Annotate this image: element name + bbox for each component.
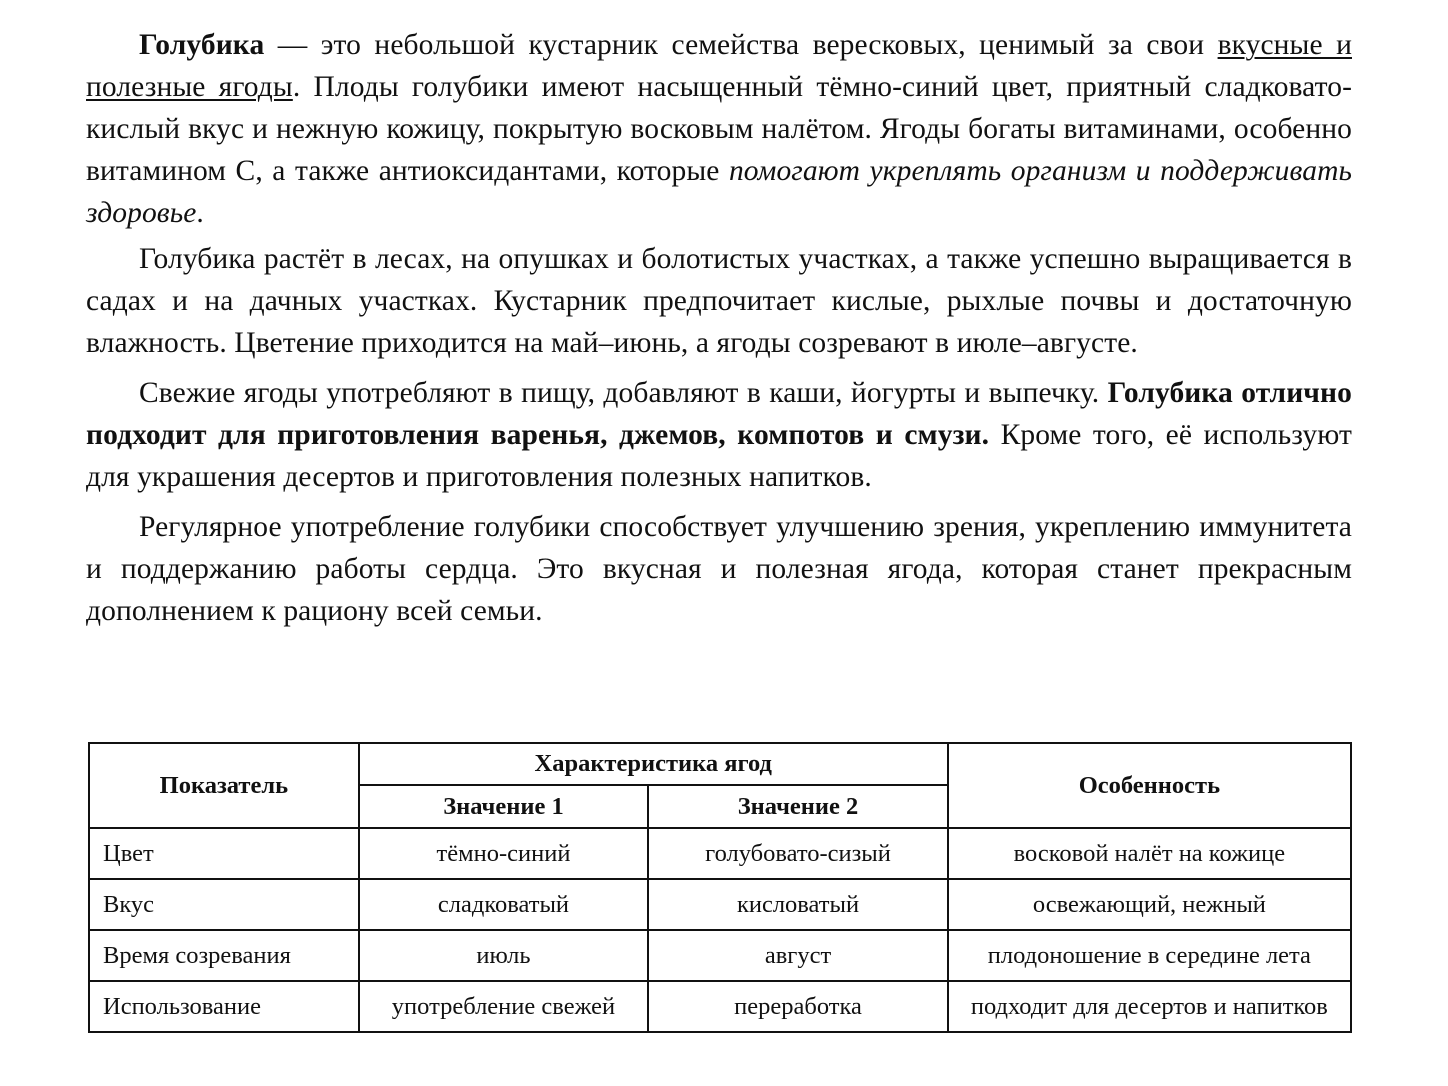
paragraph-1-text-c: . [196,197,204,229]
table-row [89,930,1351,981]
header-value-2: Значение 2 [648,785,947,828]
table-cell: август [648,930,947,981]
table-cell: июль [359,930,649,981]
header-indicator: Показатель [89,743,359,828]
table-cell: тёмно-синий [359,828,649,879]
table-cell: Вкус [89,879,359,930]
table-cell: переработка [648,981,947,1032]
table-cell: Использование [89,981,359,1032]
table-cell: кисловатый [648,879,947,930]
paragraph-1-text-b: . Плоды голубики имеют насыщенный тёмно-синий цвет, приятный сладковато-кислый вкус и нежную кожицу, покрытую восковым налётом. Ягоды богаты витаминами, особенно витамином С, а также антиоксидантами, которые [86,71,1352,187]
table-cell: голубовато-сизый [648,828,947,879]
header-value-1: Значение 1 [359,785,649,828]
paragraph-2: Голубика растёт в лесах, на опушках и болотистых участках, а также успешно выращивается в садах и на дачных участках. Кустарник предпочитает кислые, рыхлые почвы и достаточную влажность. Цветение приходится на май–июнь, а ягоды созревают в июле–августе. [86,243,1352,359]
table-row [89,879,1351,930]
paragraph-3 [86,372,1352,498]
paragraph-1-text-a: — это небольшой кустарник семейства вересковых, ценимый за свои [264,29,1218,61]
table-cell: сладковатый [359,879,649,930]
document-body [86,24,1352,632]
table-cell: плодоношение в середине лета [948,930,1351,981]
paragraph-1-bold-lead: Голубика [139,29,265,61]
table-row [89,828,1351,879]
header-feature: Особенность [948,743,1351,828]
paragraph-1 [86,24,1352,234]
paragraph-1-italic: помогают укреплять организм и поддерживать здоровье [86,155,1352,229]
characteristics-table [88,742,1352,1033]
paragraph-3-text-a: Свежие ягоды употребляют в пищу, добавляют в каши, йогурты и выпечку. [139,377,1108,409]
table-cell: Время созревания [89,930,359,981]
table-row [89,981,1351,1032]
table-cell: употребление свежей [359,981,649,1032]
paragraph-1-underlined: вкусные и полезные ягоды [86,29,1352,103]
table-cell: освежающий, нежный [948,879,1351,930]
paragraph-3-bold: Голубика отлично подходит для приготовления варенья, джемов, компотов и смузи. [86,377,1352,451]
table-cell: восковой налёт на кожице [948,828,1351,879]
table-header-row [89,743,1351,785]
table-cell: подходит для десертов и напитков [948,981,1351,1032]
table-cell: Цвет [89,828,359,879]
header-group: Характеристика ягод [359,743,948,785]
paragraph-3-text-b: Кроме того, её используют для украшения десертов и приготовления полезных напитков. [86,419,1353,493]
paragraph-4: Регулярное употребление голубики способствует улучшению зрения, укреплению иммунитета и поддержанию работы сердца. Это вкусная и полезная ягода, которая станет прекрасным дополнением к рациону всей семьи. [86,511,1352,627]
